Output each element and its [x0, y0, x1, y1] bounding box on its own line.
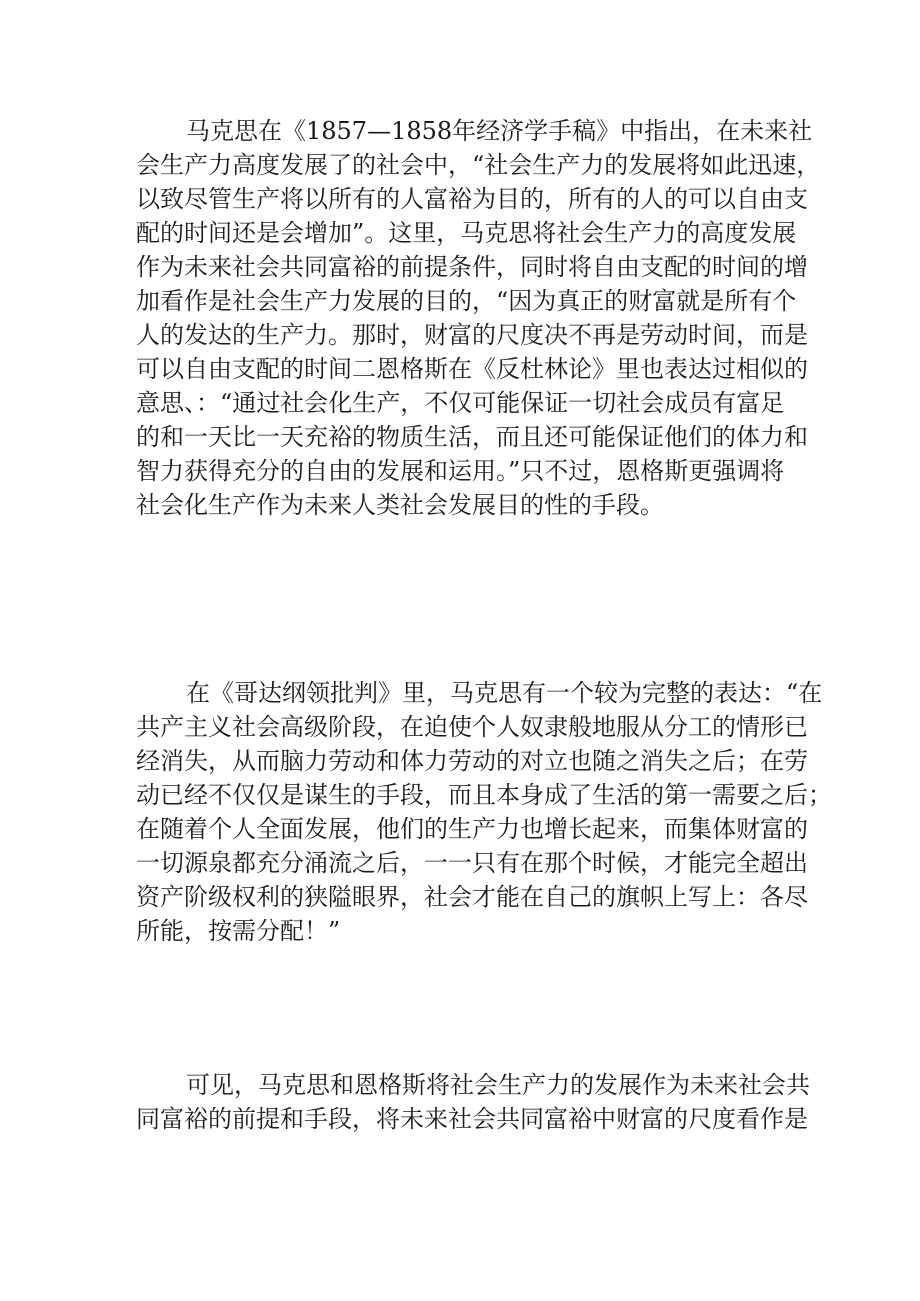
paragraph-line: 经消失，从而脑力劳动和体力劳动的对立也随之消失之后；在劳 [136, 747, 808, 775]
paragraph-line: 在随着个人全面发展，他们的生产力也增长起来，而集体财富的 [136, 815, 808, 843]
paragraph-line: 一切源泉都充分涌流之后，一一只有在那个时候，才能完全超出 [136, 849, 808, 877]
paragraph-line: 会生产力高度发展了的社会中，“社会生产力的发展将如此迅速， [136, 151, 821, 179]
paragraph-line: 的和一天比一天充裕的物质生活，而且还可能保证他们的体力和 [136, 423, 808, 451]
paragraph-line: 加看作是社会生产力发展的目的，“因为真正的财富就是所有个 [136, 287, 797, 315]
paragraph-line: 作为未来社会共同富裕的前提条件，同时将自由支配的时间的增 [136, 253, 808, 281]
paragraph-line: 所能，按需分配！” [136, 917, 341, 945]
paragraph-line: 在《哥达纲领批判》里，马克思有一个较为完整的表达：“在 [186, 679, 823, 707]
paragraph-line: 以致尽管生产将以所有的人富裕为目的，所有的人的可以自由支 [136, 185, 808, 213]
paragraph-line: 可以自由支配的时间二恩格斯在《反杜林论》里也表达过相似的 [136, 355, 808, 383]
paragraph-line: 可见，马克思和恩格斯将社会生产力的发展作为未来社会共 [186, 1071, 810, 1099]
paragraph-1 [136, 114, 821, 522]
paragraph-line: 动已经不仅仅是谋生的手段，而且本身成了生活的第一需要之后； [136, 781, 832, 809]
paragraph-3 [136, 1068, 810, 1136]
paragraph-line: 智力获得充分的自由的发展和运用。”只不过，恩格斯更强调将 [136, 457, 785, 485]
paragraph-line: 意思、：“通过社会化生产，不仅可能保证一切社会成员有富足 [136, 389, 785, 417]
paragraph-line: 资产阶级权利的狭隘眼界，社会才能在自己的旗帜上写上：各尽 [136, 883, 808, 911]
paragraph-line: 社会化生产作为未来人类社会发展目的性的手段。 [136, 491, 664, 519]
paragraph-line: 配的时间还是会增加”。这里，马克思将社会生产力的高度发展 [136, 219, 797, 247]
paragraph-line: 共产主义社会高级阶段，在迫使个人奴隶般地服从分工的情形已 [136, 713, 808, 741]
paragraph-2 [136, 676, 832, 948]
paragraph-line: 马克思在《1857—1858年经济学手稿》中指出，在未来社 [186, 117, 813, 145]
paragraph-line: 同富裕的前提和手段，将未来社会共同富裕中财富的尺度看作是 [136, 1105, 808, 1133]
paragraph-line: 人的发达的生产力。那时，财富的尺度决不再是劳动时间，而是 [136, 321, 808, 349]
